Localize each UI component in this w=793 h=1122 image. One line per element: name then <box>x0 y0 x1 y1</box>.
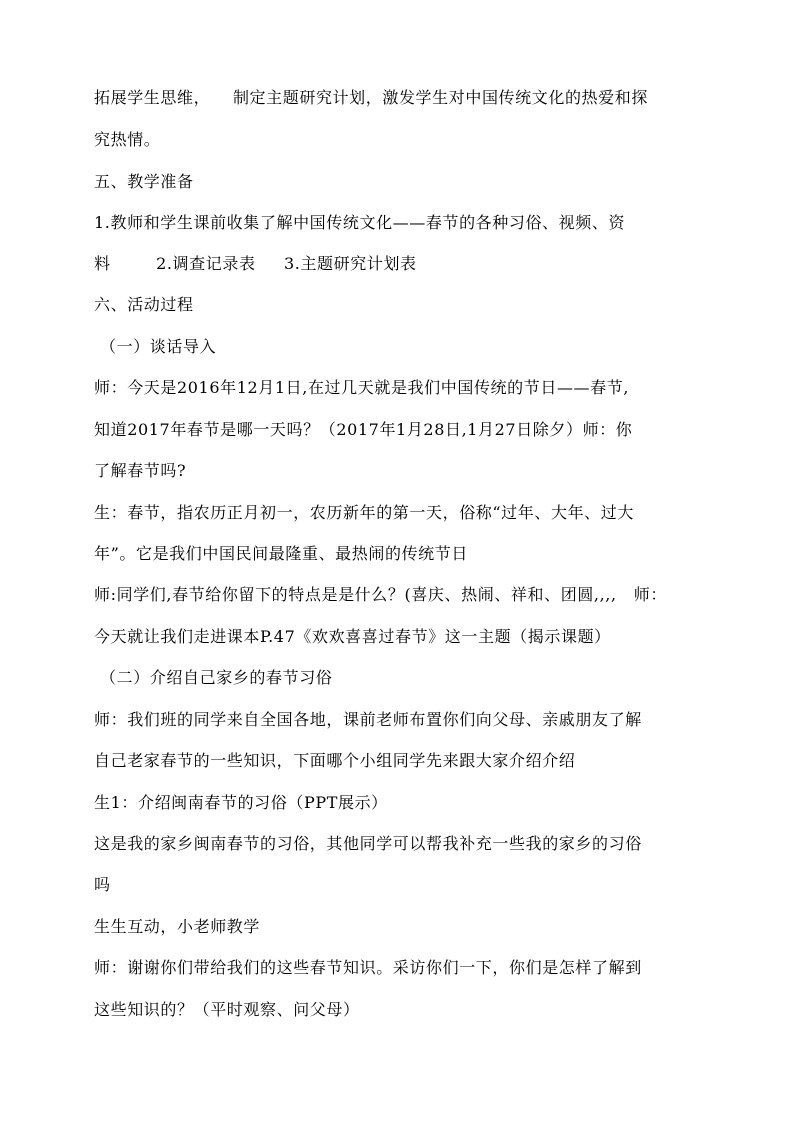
paragraph-line: 师:同学们,春节给你留下的特点是是什么？(喜庆、热闹、祥和、团圆,,,, 师： <box>94 585 667 604</box>
paragraph-line: 吗 <box>94 875 111 894</box>
paragraph-line: 这是我的家乡闽南春节的习俗，其他同学可以帮我补充一些我的家乡的习俗 <box>94 834 642 853</box>
paragraph-line: 料 2.调查记录表 3.主题研究计划表 <box>94 254 417 273</box>
subsection-heading: （二）介绍自己家乡的春节习俗 <box>100 668 333 687</box>
paragraph-line: 这些知识的？（平时观察、问父母） <box>94 1000 360 1019</box>
paragraph-line: 师：我们班的同学来自全国各地，课前老师布置你们向父母、亲戚朋友了解 <box>94 710 642 729</box>
paragraph-line: 究热情。 <box>94 130 161 149</box>
paragraph-line: 知道2017年春节是哪一天吗？（2017年1月28日,1月27日除夕）师：你 <box>94 420 633 439</box>
section-heading: 五、教学准备 <box>94 172 194 191</box>
paragraph-line: 师：今天是2016年12月1日,在过几天就是我们中国传统的节日——春节, <box>94 378 630 397</box>
paragraph-line: 生1：介绍闽南春节的习俗（PPT展示） <box>94 793 388 812</box>
paragraph-line: 生：春节，指农历正月初一，农历新年的第一天，俗称“过年、大年、过大 <box>94 503 634 522</box>
paragraph-line: 今天就让我们走进课本P.47《欢欢喜喜过春节》这一主题（揭示课题） <box>94 627 611 646</box>
paragraph-line: 年”。它是我们中国民间最隆重、最热闹的传统节日 <box>94 544 468 563</box>
paragraph-line: 1.教师和学生课前收集了解中国传统文化——春节的各种习俗、视频、资 <box>94 213 626 232</box>
section-heading: 六、活动过程 <box>94 295 194 314</box>
paragraph-line: 师：谢谢你们带给我们的这些春节知识。采访你们一下，你们是怎样了解到 <box>94 958 642 977</box>
paragraph-line: 自己老家春节的一些知识，下面哪个小组同学先来跟大家介绍介绍 <box>94 751 576 770</box>
paragraph-line: 了解春节吗? <box>94 461 187 480</box>
paragraph-line: 生生互动，小老师教学 <box>94 917 261 936</box>
paragraph-line: 拓展学生思维， 制定主题研究计划，激发学生对中国传统文化的热爱和探 <box>94 88 648 107</box>
subsection-heading: （一）谈话导入 <box>100 337 217 356</box>
